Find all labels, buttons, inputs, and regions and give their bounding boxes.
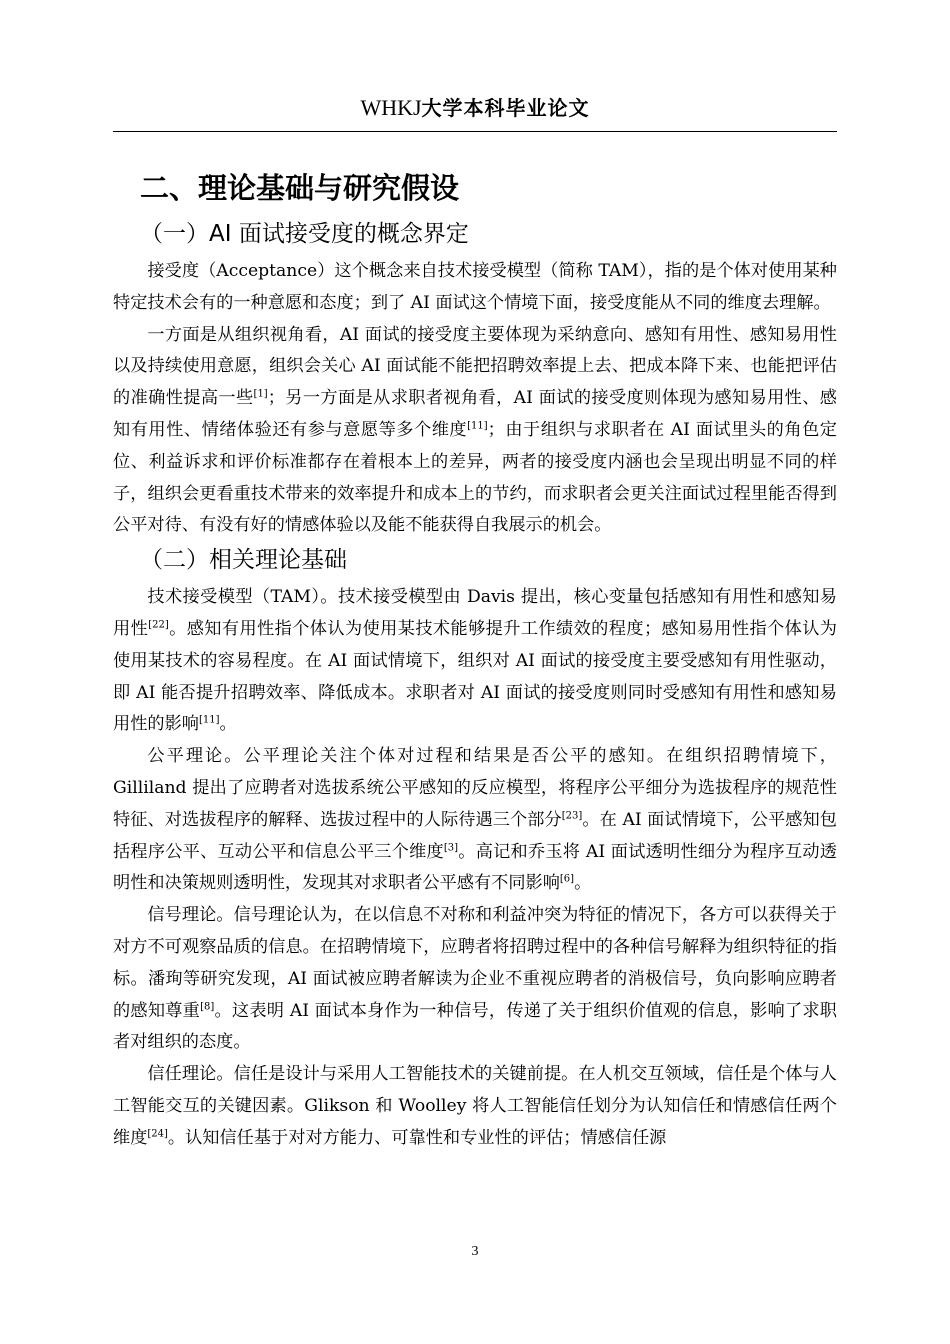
paragraph-text: 。: [219, 714, 237, 735]
header-cjk: 大学本科毕业论文: [421, 96, 590, 120]
citation-ref: [23]: [561, 810, 583, 822]
page-body: [113, 168, 837, 1155]
paragraph-text: 。这表明 AI 面试本身作为一种信号，传递了关于组织价值观的信息，影响了求职者对组织的态度。: [113, 1000, 837, 1053]
running-header: [113, 88, 837, 132]
citation-ref: [6]: [559, 873, 575, 885]
paragraph-text: 信号理论。信号理论认为，在以信息不对称和利益冲突为特征的情况下，各方可以获得关于对方不可观察品质的信息。在招聘情境下，应聘者将招聘过程中的各种信号解释为组织特征的指标。潘珣等研究发现，AI 面试被应聘者解读为企业不重视应聘者的消极信号，负向影响应聘者的感知尊重: [113, 905, 837, 1021]
paragraph-text: ；由于组织与求职者在 AI 面试里头的角色定位、利益诉求和评价标准都存在着根本上的差异，两者的接受度内涵也会呈现出明显不同的样子，组织会更看重技术带来的效率提升和成本上的节约，而求职者会更关注面试过程里能否得到公平对待、有没有好的情感体验以及能不能获得自我展示的机会。: [113, 419, 837, 536]
paragraph-text: 一方面是从组织视角看，AI 面试的接受度主要体现为采纳意向、感知有用性、感知易用性以及持续使用意愿，组织会关心 AI 面试能不能把招聘效率提上去、把成本降下来、也能把评估的准确性提高一些: [113, 324, 837, 409]
body-paragraph: [113, 256, 837, 320]
citation-ref: [11]: [198, 714, 220, 726]
body-paragraph: [113, 320, 837, 543]
body-paragraph: [113, 900, 837, 1059]
citation-ref: [24]: [147, 1127, 168, 1139]
paragraph-text: 信任理论。信任是设计与采用人工智能技术的关键前提。在人机交互领域，信任是个体与人工智能交互的关键因素。Glikson 和 Woolley 将人工智能信任划分为认知信任和情感信任两个维度: [113, 1064, 837, 1148]
header-title: [360, 92, 589, 121]
paragraph-text: 。: [574, 873, 592, 894]
paragraph-text: 。认知信任基于对对方能力、可靠性和专业性的评估；情感信任源: [167, 1127, 667, 1148]
citation-ref: [8]: [200, 1000, 215, 1012]
citation-ref: [3]: [443, 841, 459, 853]
paragraph-text: 。高记和乔玉将 AI 面试透明性细分为程序互动透明性和决策规则透明性，发现其对求职者公平感有不同影响: [113, 841, 837, 894]
section-title: （二）相关理论基础: [140, 547, 347, 574]
chapter-title: 二、理论基础与研究假设: [140, 171, 460, 205]
citation-ref: [22]: [148, 619, 169, 631]
paragraph-text: 。感知有用性指个体认为使用某技术能够提升工作绩效的程度；感知易用性指个体认为使用某技术的容易程度。在 AI 面试情境下，组织对 AI 面试的接受度主要受感知有用性驱动，即 AI 能否提升招聘效率、降低成本。求职者对 AI 面试的接受度则同时受感知有用性和感知易用性的影响: [113, 618, 837, 735]
paragraph-text: ；另一方面是从求职者视角看，AI 面试的接受度则体现为感知易用性、感知有用性、情绪体验还有参与意愿等多个维度: [113, 388, 837, 440]
paragraph-text: 技术接受模型（TAM）。技术接受模型由 Davis 提出，核心变量包括感知有用性和感知易用性: [113, 587, 837, 639]
body-paragraph: [113, 741, 837, 900]
page-number: 3: [471, 1244, 479, 1259]
citation-ref: [1]: [253, 388, 268, 400]
header-latin: WHKJ: [360, 95, 422, 120]
section-title: （一）AI 面试接受度的概念界定: [140, 221, 469, 247]
body-paragraph: [113, 1059, 837, 1154]
paragraph-text: 公平理论。公平理论关注个体对过程和结果是否公平的感知。在组织招聘情境下，Gilliland 提出了应聘者对选拔系统公平感知的反应模型，将程序公平细分为选拔程序的规范性特征、对选拔程序的解释、选拔过程中的人际待遇三个部分: [113, 746, 837, 830]
paragraph-text: 接受度（Acceptance）这个概念来自技术接受模型（简称 TAM），指的是个体对使用某种特定技术会有的一种意愿和态度；到了 AI 面试这个情境下面，接受度能从不同的维度去理解。: [113, 261, 837, 313]
paragraph-text: 。在 AI 面试情境下，公平感知包括程序公平、互动公平和信息公平三个维度: [113, 809, 837, 862]
citation-ref: [11]: [467, 420, 488, 432]
body-paragraph: [113, 582, 837, 741]
